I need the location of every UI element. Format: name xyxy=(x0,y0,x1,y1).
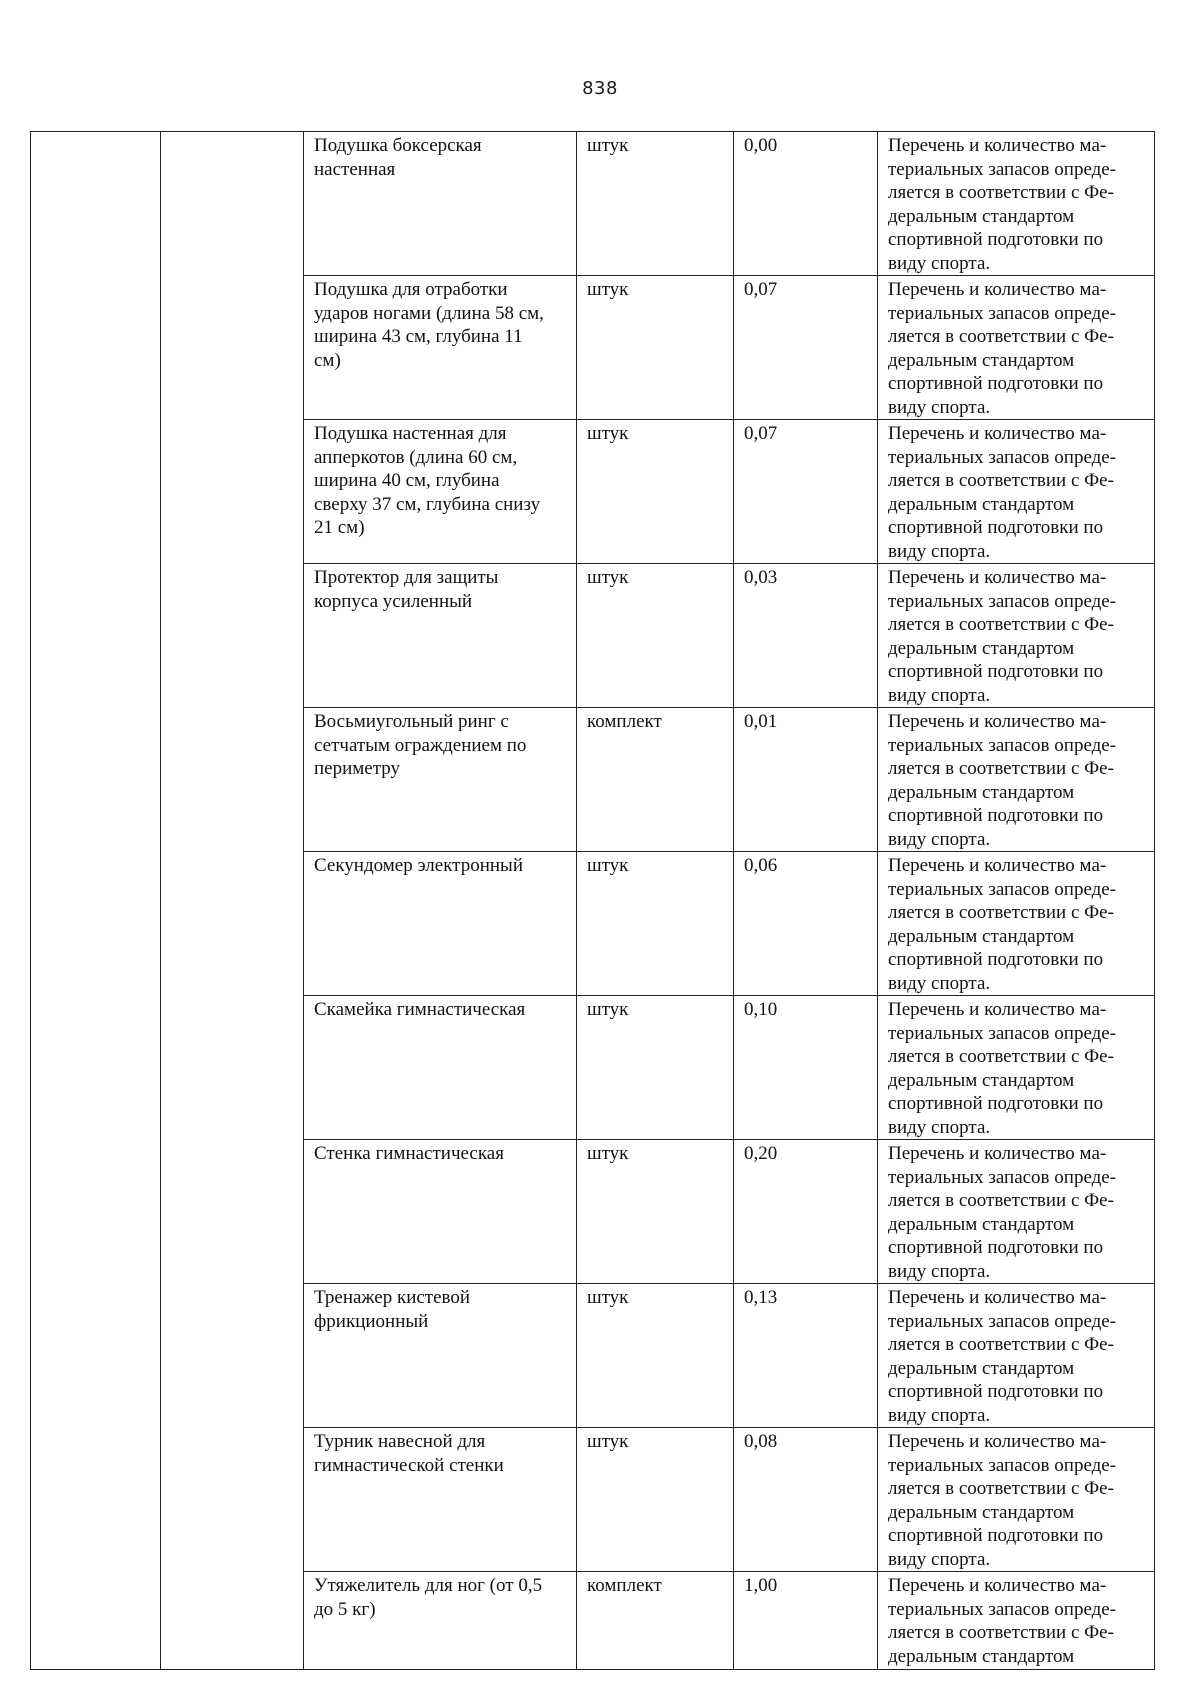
note-line: спортивной подготовки по xyxy=(888,949,1104,970)
equipment-name-line: см) xyxy=(314,349,341,371)
equipment-name-cell xyxy=(304,1428,577,1572)
equipment-name-line: Утяжелитель для ног (от 0,5 xyxy=(314,1575,543,1596)
note-line: Перечень и количество ма- xyxy=(888,855,1107,876)
equipment-name-line: Подушка настенная для xyxy=(314,423,507,444)
equipment-name-cell xyxy=(304,276,577,420)
note-line: деральным стандартом xyxy=(888,1645,1075,1667)
note-line: териальных запасов опреде- xyxy=(888,734,1117,756)
note-line: териальных запасов опреде- xyxy=(888,446,1117,468)
note-line: виду спорта. xyxy=(888,1404,991,1426)
note-line: деральным стандартом xyxy=(888,349,1075,371)
quantity-cell: 0,03 xyxy=(734,564,878,708)
note-line: спортивной подготовки по xyxy=(888,373,1104,394)
note-line: деральным стандартом xyxy=(888,637,1075,659)
unit-cell: штук xyxy=(577,996,734,1140)
table-body xyxy=(31,132,1155,1670)
note-line: спортивной подготовки по xyxy=(888,229,1104,250)
equipment-name-line: ударов ногами (длина 58 см, xyxy=(314,302,544,324)
note-line: спортивной подготовки по xyxy=(888,1381,1104,1402)
note-line: виду спорта. xyxy=(888,540,991,562)
unit-cell: штук xyxy=(577,420,734,564)
equipment-name-line: Скамейка гимнастическая xyxy=(314,999,526,1020)
equipment-name-cell xyxy=(304,1572,577,1670)
note-line: териальных запасов опреде- xyxy=(888,1166,1117,1188)
equipment-name-line: 21 см) xyxy=(314,517,365,538)
note-line: виду спорта. xyxy=(888,684,991,706)
equipment-name-line: Тренажер кистевой xyxy=(314,1287,471,1308)
equipment-name-line: Секундомер электронный xyxy=(314,855,523,876)
equipment-name-line: сетчатым ограждением по xyxy=(314,734,527,756)
note-line: деральным стандартом xyxy=(888,1213,1075,1235)
note-line: виду спорта. xyxy=(888,1548,991,1570)
note-line: виду спорта. xyxy=(888,252,991,274)
note-line: деральным стандартом xyxy=(888,205,1075,227)
note-line: териальных запасов опреде- xyxy=(888,878,1117,900)
note-line: ляется в соответствии с Фе- xyxy=(888,1334,1114,1355)
note-line: Перечень и количество ма- xyxy=(888,423,1107,444)
quantity-cell: 0,10 xyxy=(734,996,878,1140)
note-line: деральным стандартом xyxy=(888,781,1075,803)
note-cell xyxy=(878,708,1155,852)
note-line: деральным стандартом xyxy=(888,1357,1075,1379)
note-line: ляется в соответствии с Фе- xyxy=(888,902,1114,923)
equipment-name-line: Турник навесной для xyxy=(314,1431,486,1452)
equipment-name-line: Подушка боксерская xyxy=(314,135,482,156)
note-line: Перечень и количество ма- xyxy=(888,279,1107,300)
note-line: ляется в соответствии с Фе- xyxy=(888,758,1114,779)
quantity-cell: 1,00 xyxy=(734,1572,878,1670)
subgroup-column-cell xyxy=(161,132,304,1670)
note-cell xyxy=(878,996,1155,1140)
equipment-name-cell xyxy=(304,420,577,564)
equipment-name-cell xyxy=(304,1140,577,1284)
equipment-name-line: Стенка гимнастическая xyxy=(314,1143,504,1164)
note-cell xyxy=(878,132,1155,276)
note-line: ляется в соответствии с Фе- xyxy=(888,614,1114,635)
equipment-name-line: до 5 кг) xyxy=(314,1598,376,1620)
unit-cell: штук xyxy=(577,132,734,276)
note-line: ляется в соответствии с Фе- xyxy=(888,1478,1114,1499)
unit-cell: комплект xyxy=(577,708,734,852)
quantity-cell: 0,13 xyxy=(734,1284,878,1428)
note-line: Перечень и количество ма- xyxy=(888,711,1107,732)
unit-cell: штук xyxy=(577,852,734,996)
note-line: ляется в соответствии с Фе- xyxy=(888,470,1114,491)
equipment-name-line: апперкотов (длина 60 см, xyxy=(314,446,518,468)
note-line: Перечень и количество ма- xyxy=(888,1287,1107,1308)
note-line: Перечень и количество ма- xyxy=(888,135,1107,156)
note-line: спортивной подготовки по xyxy=(888,805,1104,826)
note-line: Перечень и количество ма- xyxy=(888,1431,1107,1452)
equipment-name-cell xyxy=(304,708,577,852)
note-cell xyxy=(878,852,1155,996)
note-line: Перечень и количество ма- xyxy=(888,1143,1107,1164)
equipment-name-line: настенная xyxy=(314,158,396,180)
unit-cell: штук xyxy=(577,276,734,420)
quantity-cell: 0,07 xyxy=(734,276,878,420)
note-line: териальных запасов опреде- xyxy=(888,590,1117,612)
quantity-cell: 0,00 xyxy=(734,132,878,276)
note-line: виду спорта. xyxy=(888,1116,991,1138)
table-row xyxy=(31,132,1155,276)
unit-cell: комплект xyxy=(577,1572,734,1670)
note-line: деральным стандартом xyxy=(888,1501,1075,1523)
equipment-name-cell xyxy=(304,132,577,276)
quantity-cell: 0,01 xyxy=(734,708,878,852)
note-line: виду спорта. xyxy=(888,828,991,850)
note-line: ляется в соответствии с Фе- xyxy=(888,1190,1114,1211)
note-line: Перечень и количество ма- xyxy=(888,999,1107,1020)
note-line: виду спорта. xyxy=(888,1260,991,1282)
note-line: Перечень и количество ма- xyxy=(888,1575,1107,1596)
note-line: спортивной подготовки по xyxy=(888,517,1104,538)
note-line: спортивной подготовки по xyxy=(888,661,1104,682)
note-cell xyxy=(878,276,1155,420)
unit-cell: штук xyxy=(577,1428,734,1572)
equipment-name-cell xyxy=(304,996,577,1140)
equipment-name-line: ширина 40 см, глубина xyxy=(314,470,500,491)
note-line: деральным стандартом xyxy=(888,1069,1075,1091)
note-line: ляется в соответствии с Фе- xyxy=(888,326,1114,347)
note-line: деральным стандартом xyxy=(888,493,1075,515)
note-line: ляется в соответствии с Фе- xyxy=(888,182,1114,203)
note-line: ляется в соответствии с Фе- xyxy=(888,1046,1114,1067)
equipment-name-line: сверху 37 см, глубина снизу xyxy=(314,493,541,515)
note-line: спортивной подготовки по xyxy=(888,1093,1104,1114)
note-cell xyxy=(878,420,1155,564)
quantity-cell: 0,06 xyxy=(734,852,878,996)
equipment-name-line: гимнастической стенки xyxy=(314,1454,504,1476)
note-cell xyxy=(878,1284,1155,1428)
note-line: териальных запасов опреде- xyxy=(888,1454,1117,1476)
note-cell xyxy=(878,1140,1155,1284)
equipment-name-cell xyxy=(304,852,577,996)
note-line: териальных запасов опреде- xyxy=(888,1598,1117,1620)
equipment-name-cell xyxy=(304,1284,577,1428)
unit-cell: штук xyxy=(577,1140,734,1284)
note-line: деральным стандартом xyxy=(888,925,1075,947)
note-line: Перечень и количество ма- xyxy=(888,567,1107,588)
note-cell xyxy=(878,564,1155,708)
note-line: териальных запасов опреде- xyxy=(888,158,1117,180)
note-line: териальных запасов опреде- xyxy=(888,1310,1117,1332)
equipment-name-line: ширина 43 см, глубина 11 xyxy=(314,326,523,347)
quantity-cell: 0,07 xyxy=(734,420,878,564)
equipment-name-line: корпуса усиленный xyxy=(314,590,473,612)
page-number: 838 xyxy=(582,78,618,99)
note-line: териальных запасов опреде- xyxy=(888,302,1117,324)
equipment-name-line: фрикционный xyxy=(314,1310,429,1332)
note-line: виду спорта. xyxy=(888,972,991,994)
note-line: спортивной подготовки по xyxy=(888,1237,1104,1258)
note-line: ляется в соответствии с Фе- xyxy=(888,1622,1114,1643)
note-line: териальных запасов опреде- xyxy=(888,1022,1117,1044)
equipment-name-line: Восьмиугольный ринг с xyxy=(314,711,509,732)
unit-cell: штук xyxy=(577,1284,734,1428)
quantity-cell: 0,08 xyxy=(734,1428,878,1572)
equipment-name-cell xyxy=(304,564,577,708)
quantity-cell: 0,20 xyxy=(734,1140,878,1284)
equipment-name-line: периметру xyxy=(314,758,401,779)
group-column-cell xyxy=(31,132,161,1670)
equipment-table xyxy=(30,131,1155,1670)
note-line: спортивной подготовки по xyxy=(888,1525,1104,1546)
equipment-name-line: Подушка для отработки xyxy=(314,279,508,300)
note-cell xyxy=(878,1428,1155,1572)
note-cell xyxy=(878,1572,1155,1670)
unit-cell: штук xyxy=(577,564,734,708)
note-line: виду спорта. xyxy=(888,396,991,418)
equipment-name-line: Протектор для защиты xyxy=(314,567,499,588)
